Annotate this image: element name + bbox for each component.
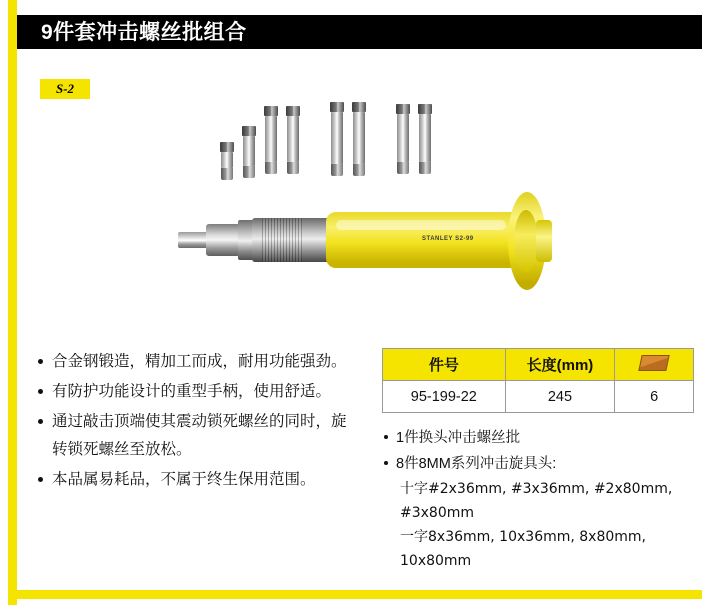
list-item bbox=[36, 408, 356, 464]
brand-mark: STANLEY S2-99 bbox=[422, 236, 474, 242]
page-header bbox=[17, 15, 702, 49]
driver-strike-cap bbox=[536, 220, 552, 262]
impact-driver-illustration bbox=[150, 190, 570, 300]
content-subtext: 一字8x36mm, 10x36mm, 8x80mm, 10x80mm bbox=[400, 529, 647, 569]
list-item bbox=[36, 378, 356, 406]
material-badge: S-2 bbox=[40, 79, 90, 99]
content-text: 1件换头冲击螺丝批 bbox=[396, 430, 521, 446]
kit-contents-list bbox=[382, 425, 702, 573]
cell-length: 245 bbox=[505, 381, 615, 413]
content-text: 8件8MM系列冲击旋具头: bbox=[396, 456, 557, 472]
column-header-pack-quantity bbox=[615, 349, 694, 381]
table-row bbox=[383, 381, 694, 413]
cell-part-number: 95-199-22 bbox=[383, 381, 506, 413]
column-header-part-number: 件号 bbox=[383, 349, 506, 381]
bullet-icon bbox=[38, 419, 43, 424]
box-icon bbox=[638, 355, 669, 371]
list-item bbox=[36, 466, 356, 494]
left-accent-bar bbox=[8, 0, 17, 605]
specification-table bbox=[382, 348, 694, 413]
bottom-accent-bar bbox=[8, 590, 702, 599]
feature-text: 合金钢锻造，精加工而成，耐用功能强劲。 bbox=[52, 353, 347, 370]
bullet-icon bbox=[38, 389, 43, 394]
content-subtext: 十字#2x36mm, #3x36mm, #2x80mm, #3x80mm bbox=[400, 481, 673, 521]
bullet-icon bbox=[384, 435, 388, 439]
list-item bbox=[382, 425, 702, 451]
driver-chuck bbox=[206, 224, 240, 256]
cell-pack-quantity: 6 bbox=[615, 381, 694, 413]
list-item bbox=[36, 348, 356, 376]
column-header-length: 长度(mm) bbox=[505, 349, 615, 381]
driver-shaft bbox=[178, 232, 208, 248]
feature-list bbox=[36, 348, 356, 496]
bit-set-illustration bbox=[220, 100, 520, 180]
table-header-row bbox=[383, 349, 694, 381]
bullet-icon bbox=[384, 461, 388, 465]
feature-text: 有防护功能设计的重型手柄，使用舒适。 bbox=[52, 383, 332, 400]
feature-text: 通过敲击顶端使其震动锁死螺丝的同时，旋转锁死螺丝至放松。 bbox=[52, 413, 347, 458]
product-image bbox=[130, 90, 570, 310]
bullet-icon bbox=[38, 359, 43, 364]
driver-handle bbox=[326, 212, 524, 268]
list-item bbox=[382, 451, 702, 477]
page-title: 9件套冲击螺丝批组合 bbox=[41, 21, 247, 44]
bullet-icon bbox=[38, 477, 43, 482]
feature-text: 本品属易耗品，不属于终生保用范围。 bbox=[52, 471, 316, 488]
driver-body bbox=[252, 218, 330, 262]
driver-guard-inner bbox=[514, 210, 538, 272]
